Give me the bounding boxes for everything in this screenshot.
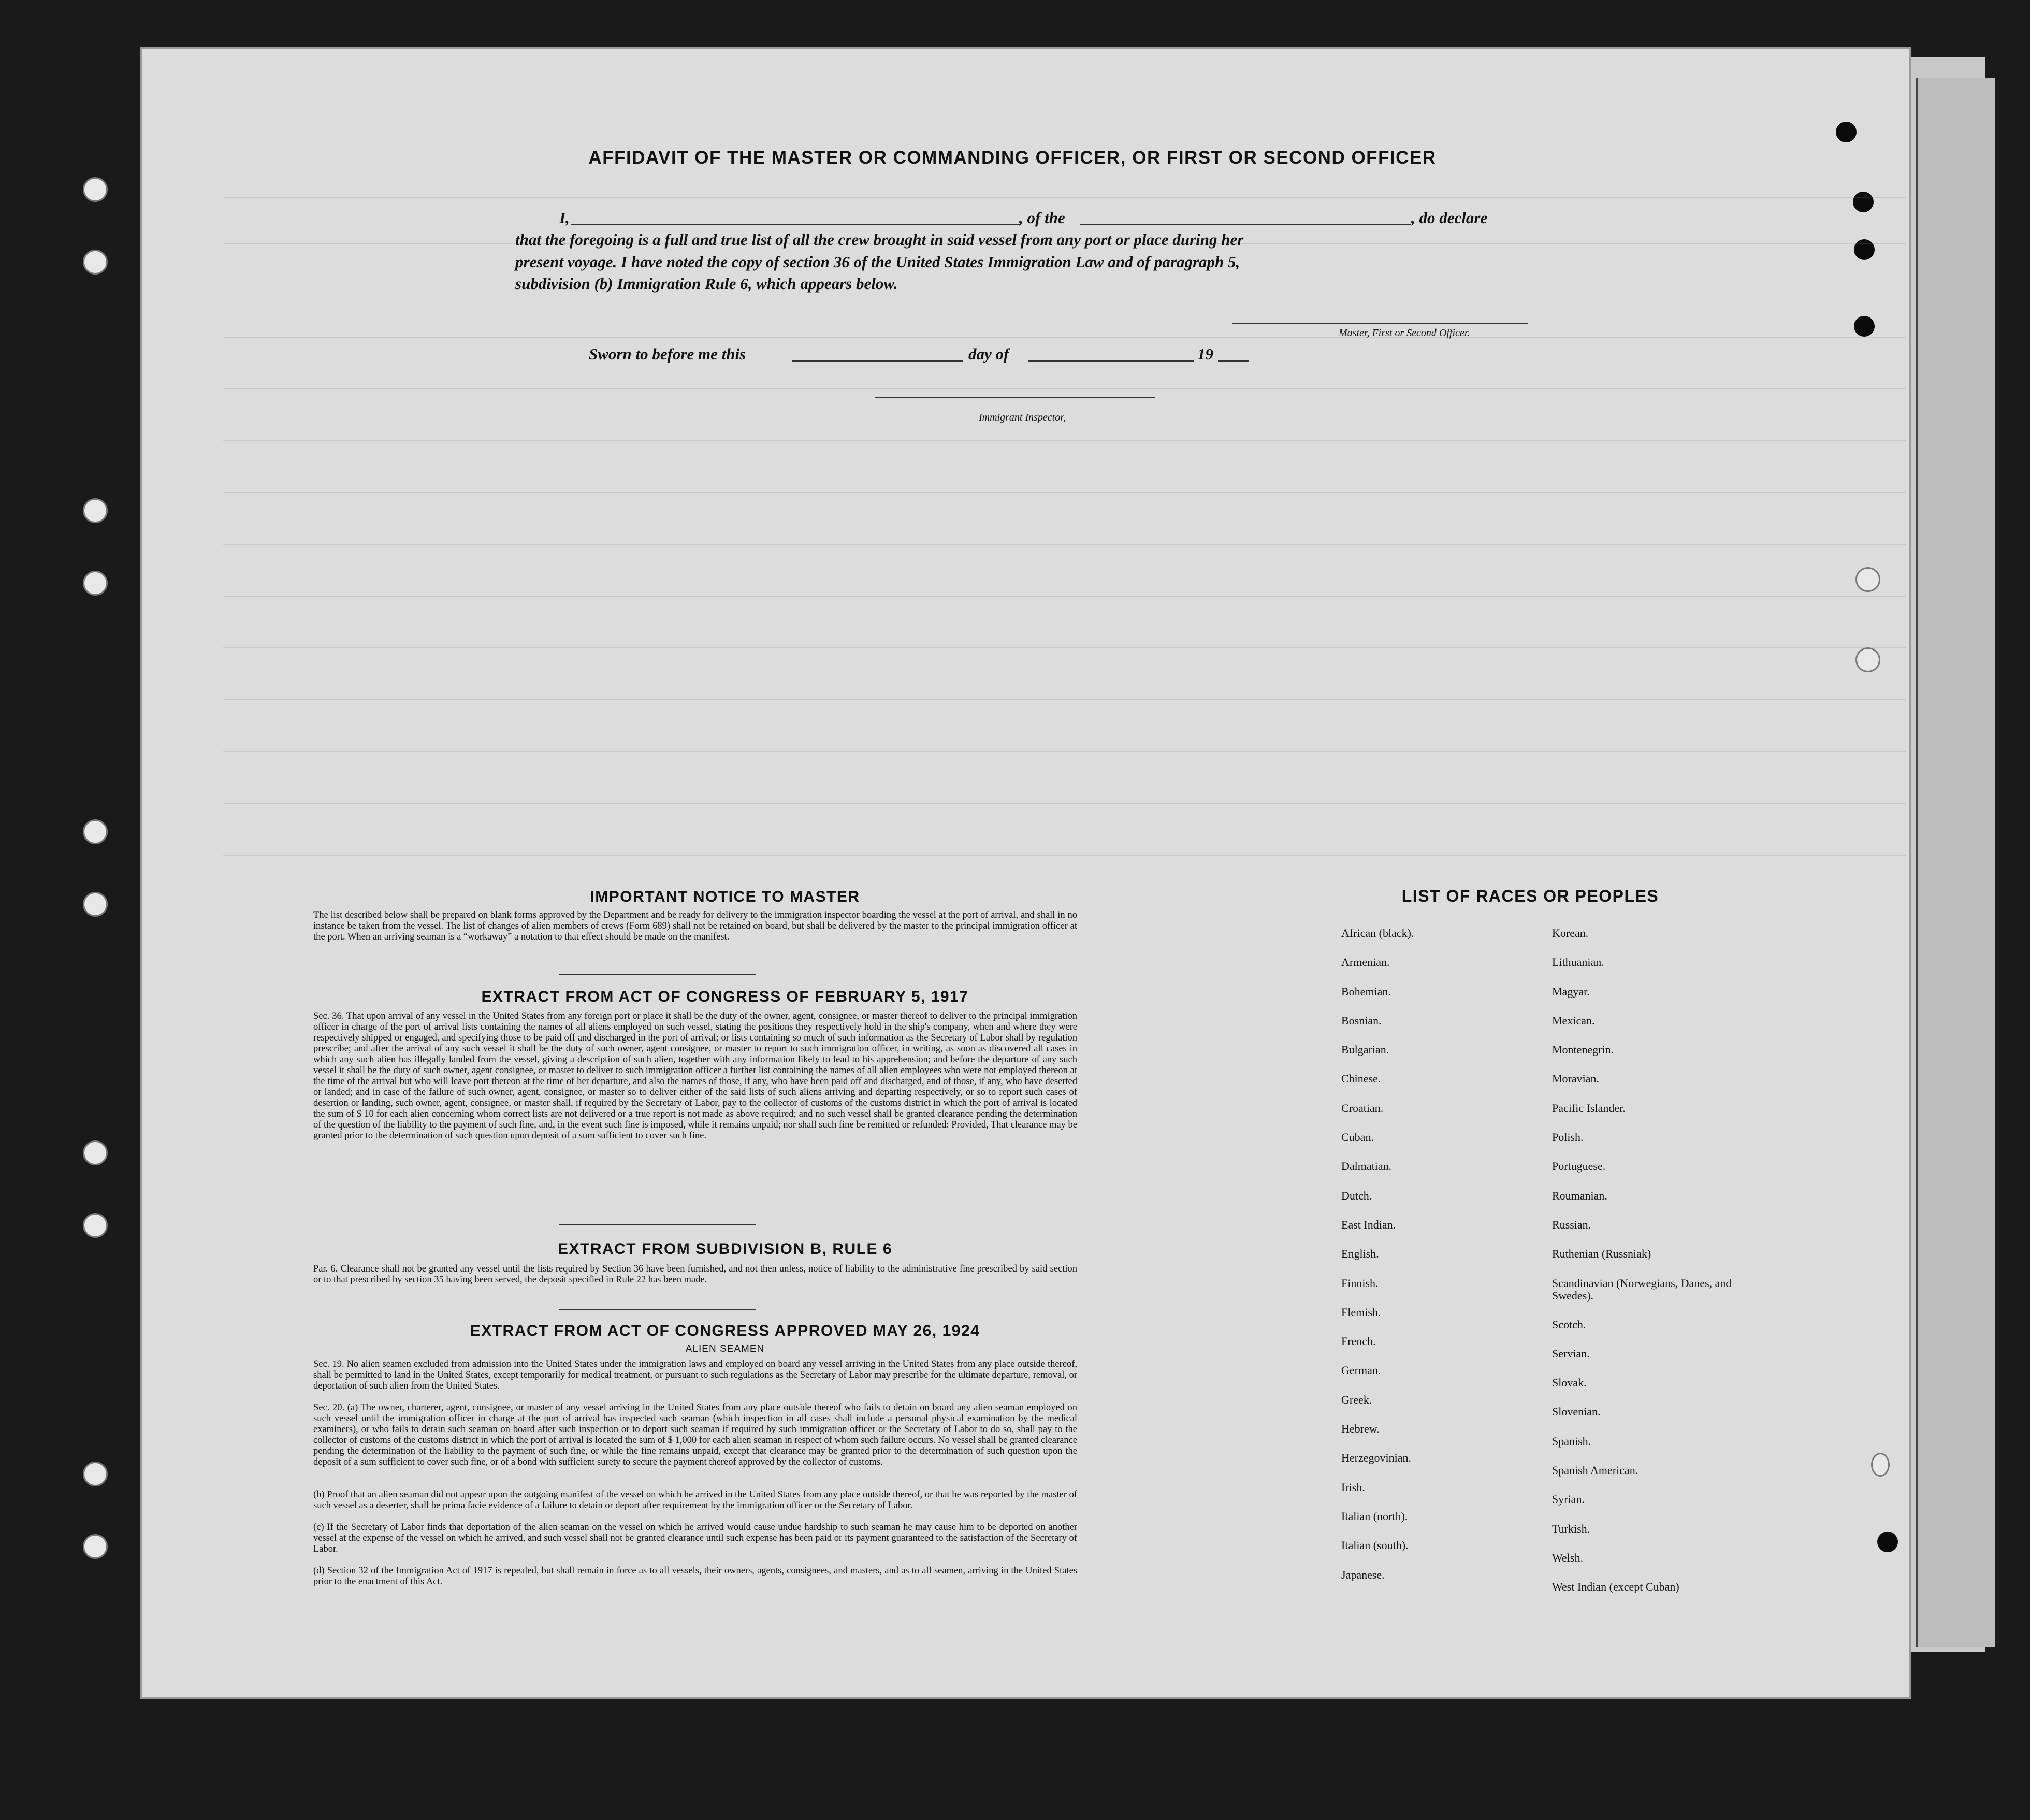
underlying-page-edge [1916, 78, 1995, 1647]
sworn-year: 19 [1197, 345, 1213, 363]
affidavit-name-blank [571, 224, 1021, 225]
race-item: Scotch. [1552, 1318, 1586, 1331]
affidavit-of-the: , of the [1019, 209, 1065, 227]
notice-rule [559, 974, 756, 975]
inspector-caption: Immigrant Inspector, [979, 412, 1066, 423]
race-item: Servian. [1552, 1347, 1590, 1360]
race-item: Montenegrin. [1552, 1043, 1614, 1057]
race-item: Flemish. [1341, 1305, 1381, 1319]
race-item: French. [1341, 1335, 1376, 1348]
race-item: Italian (north). [1341, 1509, 1408, 1523]
affidavit-title: AFFIDAVIT OF THE MASTER OR COMMANDING OFFICER, OR FIRST OR SECOND OFFICER [588, 148, 1437, 168]
extract-1917-rule [559, 1224, 756, 1225]
sworn-year-blank [1218, 360, 1249, 362]
master-caption: Master, First or Second Officer. [1339, 327, 1470, 339]
punch-hole [1854, 239, 1875, 260]
race-item: Turkish. [1552, 1522, 1590, 1535]
binder-hole [83, 498, 108, 523]
race-item: Croatian. [1341, 1101, 1384, 1115]
race-item: Cuban. [1341, 1131, 1374, 1144]
race-item: African (black). [1341, 927, 1414, 940]
punch-hole [1871, 1453, 1890, 1477]
race-item: English. [1341, 1247, 1379, 1261]
binder-hole [83, 250, 108, 275]
affidavit-vessel-blank [1080, 224, 1411, 225]
race-item: German. [1341, 1364, 1381, 1377]
binder-hole [83, 571, 108, 596]
notice-text: The list described below shall be prepared on blank forms approved by the Department and be ready for delivery to the immigration inspector boarding the vessel at the port of arrival, and shall in no instance be taken from the vessel. The list of changes of alien members of crews (Form 689) shall not be retained on board, but shall be delivered by the master to the principal immigration officer at the port. When an arriving seaman is a “workaway” a notation to that effect should be made on the manifest. [313, 910, 1077, 942]
binder-hole [83, 1140, 108, 1165]
race-item: Lithuanian. [1552, 956, 1604, 969]
binder-hole [83, 819, 108, 844]
sworn-month-blank [1028, 360, 1194, 362]
races-left-column [1341, 927, 1528, 1598]
race-item: Magyar. [1552, 985, 1590, 998]
master-signature-line [1232, 323, 1528, 324]
race-item: Chinese. [1341, 1072, 1381, 1086]
punch-hole [1877, 1532, 1898, 1552]
race-item: Herzegovinian. [1341, 1451, 1411, 1465]
race-item: Irish. [1341, 1480, 1365, 1494]
affidavit-i: I, [559, 209, 570, 227]
race-item: Slovak. [1552, 1376, 1587, 1390]
affidavit-line-4: subdivision (b) Immigration Rule 6, which appears below. [515, 275, 898, 293]
sworn-day-of: day of [968, 345, 1009, 363]
race-item: Dalmatian. [1341, 1160, 1392, 1173]
punch-hole [1853, 192, 1874, 212]
extract-rule6-text: Par. 6. Clearance shall not be granted any vessel until the lists required by Section 36 have been furnished, and not then unless, notice of liability to the administrative fine prescribed by said section or to that prescribed by section 35 having been served, the deposit specified in Rule 22 has been made. [313, 1264, 1077, 1285]
extract-1924-subtitle: ALIEN SEAMEN [685, 1344, 765, 1354]
sworn-prefix: Sworn to before me this [589, 345, 746, 363]
notice-title: IMPORTANT NOTICE TO MASTER [590, 888, 860, 905]
race-item: Hebrew. [1341, 1422, 1380, 1436]
races-title: LIST OF RACES OR PEOPLES [1401, 887, 1659, 905]
extract-1924-sec20a: Sec. 20. (a) The owner, charterer, agent, consignee, or master of any vessel arriving in the United States from any place outside thereof who fails to detain on board any alien seaman employed on such vessel until the immigration officer in charge at the port of arrival has inspected such seaman (which inspection in all cases shall include a personal physical examination by the medical examiners), or who fails to detain such seaman on board after such inspection or to deport such seaman if required by such immigration officer or the Secretary of Labor to do so, shall pay to the collector of customs of the customs district in which the port of arrival is located the sum of $ 1,000 for each alien seaman in respect of whom such failure occurs. No vessel shall be granted clearance pending the determination of the liability to the payment of such fine, or while the fine remains unpaid, except that clearance may be granted prior to the determination of such question upon the deposit of a sum sufficient to cover such fine, or of a bond with sufficient surety to secure the payment thereof approved by the collector of customs. [313, 1403, 1077, 1467]
race-item: Greek. [1341, 1393, 1372, 1406]
inspector-signature-line [875, 397, 1155, 398]
race-item: Spanish American. [1552, 1464, 1639, 1477]
punch-hole [1855, 647, 1880, 672]
extract-1924-sec19: Sec. 19. No alien seamen excluded from admission into the United States under the immigration laws and employed on board any vessel arriving in the United States from any place outside thereof, shall be permitted to land in the United States, except temporarily for medical treatment, or pursuant to such regulations as the Secretary of Labor may prescribe for the ultimate departure, removal, or deportation of such alien from the United States. [313, 1359, 1077, 1391]
race-item: Finnish. [1341, 1276, 1379, 1290]
race-item: Armenian. [1341, 956, 1390, 969]
race-item: Pacific Islander. [1552, 1101, 1626, 1115]
race-item: Russian. [1552, 1218, 1591, 1231]
race-item: Moravian. [1552, 1072, 1600, 1086]
race-item: East Indian. [1341, 1218, 1396, 1231]
race-item: Scandinavian (Norwegians, Danes, and Swedes). [1552, 1276, 1732, 1302]
race-item: West Indian (except Cuban) [1552, 1580, 1679, 1594]
extract-1924-sec20b: (b) Proof that an alien seaman did not appear upon the outgoing manifest of the vessel on which he arrived in the United States from any place outside thereof, or that he was reported by the master of such vessel as a deserter, shall be prima facie evidence of a failure to detain or deport after requirement by the immigration officer or the Secretary of Labor. [313, 1490, 1077, 1511]
punch-hole [1855, 567, 1880, 592]
race-item: Spanish. [1552, 1434, 1591, 1448]
extract-rule6-rule [559, 1309, 756, 1310]
race-item: Welsh. [1552, 1551, 1583, 1564]
sworn-day-blank [792, 360, 963, 362]
extract-1917-text: Sec. 36. That upon arrival of any vessel in the United States from any foreign port or place it shall be the duty of the owner, agent, consignee, or master thereof to deliver to the principal immigration officer in charge of the port of arrival lists containing the names of all aliens employed on such vessel, stating the positions they respectively hold in the ship's company, when and where they were respectively shipped or engaged, and specifying those to be paid off and discharged in the port of arrival; or lists containing so much of such information as the Secretary of Labor shall by regulation prescribe; and after the arrival of any such vessel it shall be the duty of such owner, agent consignee, or master to report to such immigration officer, in writing, as soon as discovered all cases in which any such alien has illegally landed from the vessel, giving a description of such alien, together with any information likely to lead to his apprehension; and before the departure of any such vessel it shall be the duty of such owner, agent consignee, or master to deliver to such immigration officer a further list containing the names of all alien employees who were not employed thereon at the time of the arrival but who will leave port thereon at the time of her departure, and also the names of those, if any, who have been paid off and discharged, and of those, if any, who have deserted or landed; and in case of the failure of such owner, agent, consignee, or master so to deliver either of the said lists of such aliens arriving and departing respectively, or so to report such cases of desertion or landing, such owner, agent, consignee, or master shall, if required by the Secretary of Labor, pay to the collector of customs of the customs district in which the port of arrival is located the sum of $ 10 for each alien concerning whom correct lists are not delivered or a true report is not made as above required; and no such vessel shall be granted clearance pending the determination of the question of the liability to the payment of such fine, and, in the event such fine is imposed, while it remains unpaid; nor shall such fine be remitted or refunded: Provided, That clearance may be granted prior to the determination of such question upon deposit of a sum sufficient to cover such fine. [313, 1011, 1077, 1141]
affidavit-line-2: that the foregoing is a full and true list of all the crew brought in said vessel from any port or place during her [515, 230, 1244, 249]
race-item: Ruthenian (Russniak) [1552, 1247, 1651, 1261]
binder-hole [83, 892, 108, 917]
races-right-column [1552, 927, 1744, 1610]
race-item: Italian (south). [1341, 1539, 1409, 1552]
race-item: Syrian. [1552, 1493, 1585, 1506]
race-item: Japanese. [1341, 1568, 1385, 1581]
race-item: Mexican. [1552, 1014, 1595, 1027]
extract-1924-sec20d: (d) Section 32 of the Immigration Act of 1917 is repealed, but shall remain in force as to all vessels, their owners, agents, consignees, and masters, and as to all seamen, arriving in the United States prior to the enactment of this Act. [313, 1566, 1077, 1587]
affidavit-do-declare: , do declare [1411, 209, 1488, 227]
punch-hole [1854, 316, 1875, 337]
punch-hole [1836, 122, 1857, 142]
race-item: Bulgarian. [1341, 1043, 1389, 1057]
race-item: Korean. [1552, 927, 1589, 940]
race-item: Portuguese. [1552, 1160, 1606, 1173]
race-item: Slovenian. [1552, 1405, 1601, 1419]
binder-hole [83, 177, 108, 202]
binder-hole [83, 1462, 108, 1486]
binder-hole [83, 1534, 108, 1559]
affidavit-line-3: present voyage. I have noted the copy of section 36 of the United States Immigration Law and of paragraph 5, [515, 253, 1240, 271]
race-item: Bosnian. [1341, 1014, 1382, 1027]
race-item: Dutch. [1341, 1189, 1372, 1202]
extract-rule6-title: EXTRACT FROM SUBDIVISION B, RULE 6 [557, 1240, 893, 1258]
race-item: Roumanian. [1552, 1189, 1607, 1202]
race-item: Polish. [1552, 1131, 1584, 1144]
race-item: Bohemian. [1341, 985, 1391, 998]
extract-1917-title: EXTRACT FROM ACT OF CONGRESS OF FEBRUARY 5, 1917 [481, 988, 969, 1005]
binder-hole [83, 1213, 108, 1238]
extract-1924-sec20c: (c) If the Secretary of Labor finds that deportation of the alien seaman on the vessel on which he arrived would cause undue hardship to such seaman he may cause him to be deported on another vessel at the expense of the vessel on which he arrived, and such vessel shall not be granted clearance until such expense has been paid or its payment guaranteed to the satisfaction of the Secretary of Labor. [313, 1522, 1077, 1554]
extract-1924-title: EXTRACT FROM ACT OF CONGRESS APPROVED MAY 26, 1924 [470, 1322, 980, 1339]
